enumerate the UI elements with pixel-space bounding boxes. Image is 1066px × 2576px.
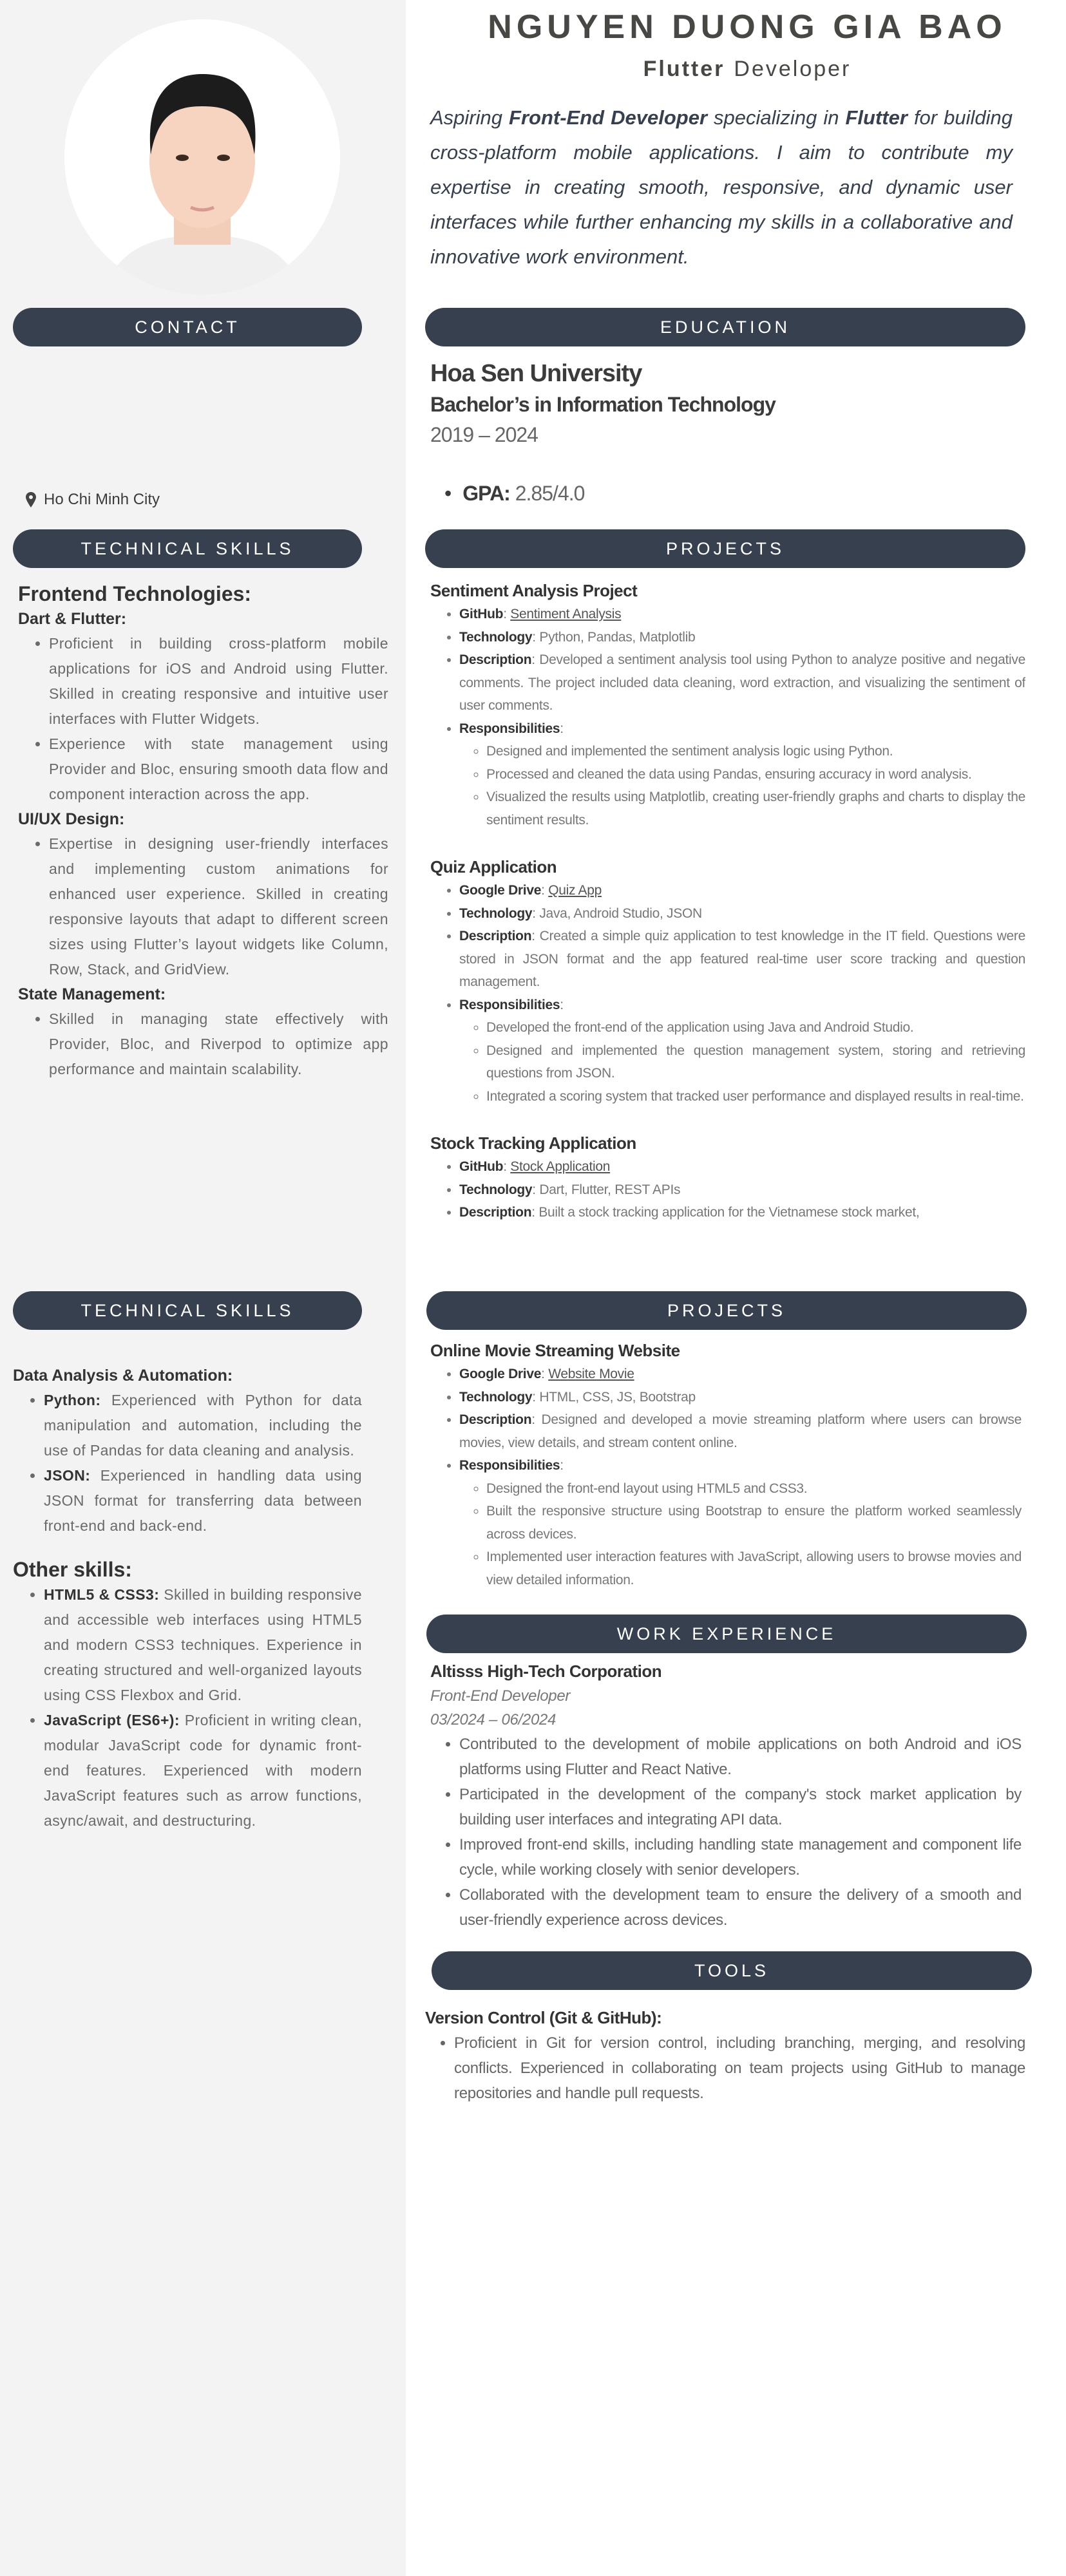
project-link[interactable]: Sentiment Analysis [510, 607, 622, 621]
skill-item: • Expertise in designing user-friendly interfaces and implementing custom animations for enhanced user experience. Skilled in creating responsive layouts that adapt to different screen sizes using Flutter’s layout widgets like Column, Row, Stack, and GridView. [49, 831, 388, 982]
skill-item: • Proficient in building cross-platform mobile applications for iOS and Android using Flutter. Skilled in creating responsive and intuitive user interfaces with Flutter Widgets. [49, 631, 388, 732]
projects-page1 [430, 578, 1025, 1285]
field-label: Technology [459, 629, 533, 645]
project-title: Sentiment Analysis Project [430, 581, 638, 600]
summary-text: for building cross-platform mobile applications. I aim to contribute my expertise in creating smooth, responsive, and dynamic user interfaces while further enhancing my skills in a collaborative and innovative work environment. [430, 106, 1013, 268]
candidate-name: NGUYEN DUONG GIA BAO [488, 8, 1007, 46]
skill-group-title: UI/UX Design: [18, 810, 125, 828]
field-label: Technology [459, 1389, 533, 1405]
company-name: Altisss High-Tech Corporation [430, 1662, 662, 1681]
work-duty: • Contributed to the development of mobile applications on both Android and iOS platforms using Flutter and React Native. [459, 1732, 1022, 1782]
gpa-label: GPA: [462, 482, 510, 505]
field-label: Description [459, 1205, 532, 1220]
responsibility-item: ◦ Built the responsive structure using Bootstrap to ensure the platform worked seamlessly across devices. [486, 1500, 1022, 1546]
skills-category-title: Frontend Technologies: [18, 582, 252, 605]
tools-entry [425, 2005, 1025, 2106]
responsibility-item: ◦ Implemented user interaction features with JavaScript, allowing users to browse movies and view detailed information. [486, 1546, 1022, 1591]
skill-item: • Experience with state management using Provider and Bloc, ensuring smooth data flow and component interaction across the app. [49, 732, 388, 807]
colon: : [560, 997, 564, 1012]
field-text: Developed a sentiment analysis tool using Python to analyze positive and negative comments. The project included data cleaning, word extraction, and visualizing the sentiment of user comments. [459, 652, 1025, 713]
tool-item: • Proficient in Git for version control, including branching, merging, and resolving conflicts. Experienced in collaborating on team projects using GitHub to manage repositories and handle pull requests. [454, 2031, 1025, 2106]
field-text: HTML, CSS, JS, Bootstrap [539, 1389, 696, 1405]
gpa-value: 2.85/4.0 [515, 482, 585, 505]
field-label: Description [459, 929, 532, 943]
responsibility-item: ◦ Designed the front-end layout using HTML5 and CSS3. [486, 1477, 1022, 1501]
skill-text: Experienced with Python for data manipulation and automation, including the use of Pandas for data cleaning and analysis. [44, 1392, 362, 1459]
project-title: Online Movie Streaming Website [430, 1341, 680, 1360]
contact-location [26, 491, 160, 509]
project-title: Quiz Application [430, 857, 557, 876]
project-field [459, 1201, 1025, 1224]
work-entry [430, 1658, 1022, 1933]
summary-text: specializing in [707, 106, 846, 129]
colon: : [560, 1458, 564, 1473]
job-title-bold: Flutter [643, 57, 725, 81]
project-link[interactable]: Website Movie [548, 1367, 634, 1381]
field-label: Description [459, 652, 532, 667]
colon: : [503, 1159, 511, 1174]
skill-item [44, 1708, 362, 1833]
work-duty: • Improved front-end skills, including handling state management and component life cycle, while working closely with senior developers. [459, 1832, 1022, 1882]
project-details [430, 1363, 1022, 1591]
project-field [459, 603, 1025, 626]
technical-skills-page2 [13, 1363, 362, 1833]
project-link[interactable]: Stock Application [510, 1159, 611, 1174]
sidebar-background [0, 0, 406, 2576]
responsibility-item: ◦ Designed and implemented the sentiment analysis logic using Python. [486, 740, 1025, 763]
summary-highlight: Flutter [845, 106, 908, 129]
field-label: Technology [459, 1182, 533, 1197]
gpa: • GPA: 2.85/4.0 [444, 482, 585, 505]
summary-text: Aspiring [430, 106, 509, 129]
colon: : [532, 629, 540, 645]
technical-skills-header: TECHNICAL SKILLS [13, 529, 362, 568]
responsibility-list [459, 1016, 1025, 1108]
field-text: Designed and developed a movie streaming platform where users can browse movies, view details, and stream content online. [459, 1412, 1022, 1450]
school-name: Hoa Sen University [430, 360, 642, 387]
work-duties [430, 1732, 1022, 1933]
skill-item: • Skilled in managing state effectively with Provider, Bloc, and Riverpod to optimize app performance and maintain scalability. [49, 1007, 388, 1082]
colon: : [541, 1367, 549, 1381]
field-text: Created a simple quiz application to test knowledge in the IT field. Questions were stored in JSON format and the app featured real-time user score tracking and question management. [459, 929, 1025, 989]
project-field [459, 717, 1025, 832]
project-field [459, 1386, 1022, 1409]
field-label: Technology [459, 905, 533, 921]
project-link[interactable]: Quiz App [548, 883, 602, 898]
skill-text: Experienced in handling data using JSON format for transferring data between front-end and back-end. [44, 1467, 362, 1534]
skill-label: Python: [44, 1392, 101, 1408]
field-text: Built a stock tracking application for the Vietnamese stock market, [538, 1205, 920, 1220]
tools-header: TOOLS [432, 1951, 1032, 1990]
technical-skills-header-page2: TECHNICAL SKILLS [13, 1291, 362, 1330]
location-text: Ho Chi Minh City [44, 491, 160, 508]
skill-text: Skilled in building responsive and accessible web interfaces using HTML5 and modern CSS3 techniques. Experience in creating structured and well-organized layouts using CSS Flexbox and Grid. [44, 1586, 362, 1703]
field-label: GitHub [459, 1159, 504, 1174]
project-field [459, 879, 1025, 902]
project-field [459, 1454, 1022, 1591]
colon: : [560, 721, 564, 736]
colon: : [532, 1182, 540, 1197]
skill-label: JavaScript (ES6+): [44, 1712, 180, 1728]
colon: : [531, 929, 540, 943]
project-field [459, 1155, 1025, 1179]
degree: Bachelor’s in Information Technology [430, 393, 776, 416]
education-years: 2019 – 2024 [430, 423, 538, 446]
tools-title: Version Control (Git & GitHub): [425, 2008, 662, 2027]
skill-item [44, 1463, 362, 1539]
project-details [430, 1155, 1025, 1224]
skill-list [18, 1007, 388, 1082]
colon: : [532, 1389, 540, 1405]
field-label: GitHub [459, 607, 504, 621]
responsibility-item: ◦ Visualized the results using Matplotlib, creating user-friendly graphs and charts to display the sentiment results. [486, 786, 1025, 831]
skill-group-title: State Management: [18, 985, 166, 1003]
project-field [459, 1363, 1022, 1386]
colon: : [531, 1205, 539, 1220]
project-title: Stock Tracking Application [430, 1133, 636, 1153]
project-field [459, 1408, 1022, 1454]
skill-item [44, 1582, 362, 1708]
responsibility-item: ◦ Processed and cleaned the data using Pandas, ensuring accuracy in word analysis. [486, 763, 1025, 786]
field-text: Java, Android Studio, JSON [539, 905, 702, 921]
work-experience-header: WORK EXPERIENCE [426, 1615, 1027, 1653]
work-duty: • Participated in the development of the company's stock market application by building user interfaces and integrating API data. [459, 1782, 1022, 1832]
project-field [459, 994, 1025, 1108]
technical-skills-page1 [18, 581, 388, 1082]
skill-group-title: Other skills: [13, 1558, 132, 1581]
work-duty: • Collaborated with the development team to ensure the delivery of a smooth and user-friendly experience across devices. [459, 1882, 1022, 1933]
projects-page2 [430, 1338, 1022, 1615]
skill-list [13, 1582, 362, 1833]
education-entry [430, 358, 776, 450]
job-title [438, 57, 1056, 82]
skill-list [18, 831, 388, 982]
field-text: Dart, Flutter, REST APIs [539, 1182, 681, 1197]
project-field [459, 649, 1025, 717]
responsibility-list [459, 740, 1025, 831]
profile-photo [64, 19, 340, 295]
colon: : [531, 1412, 542, 1427]
field-text: Python, Pandas, Matplotlib [539, 629, 696, 645]
project-field [459, 902, 1025, 925]
tools-list [425, 2031, 1025, 2106]
skill-text: Proficient in writing clean, modular JavaScript code for dynamic front-end features. Experienced with modern JavaScript features such as arrow functions, async/await, and destructuring. [44, 1712, 362, 1829]
field-label: Responsibilities [459, 997, 560, 1012]
summary [430, 100, 1013, 274]
skill-item [44, 1388, 362, 1463]
skill-group-title: Dart & Flutter: [18, 610, 127, 628]
project-entry [430, 1131, 1025, 1224]
project-entry [430, 578, 1025, 831]
skill-group-title: Data Analysis & Automation: [13, 1367, 233, 1385]
contact-header: CONTACT [13, 308, 362, 346]
work-dates: 03/2024 – 06/2024 [430, 1711, 557, 1728]
avatar [64, 19, 340, 295]
project-field [459, 925, 1025, 994]
job-title-rest: Developer [734, 57, 852, 81]
education-header: EDUCATION [425, 308, 1025, 346]
skill-label: JSON: [44, 1467, 91, 1484]
responsibility-item: ◦ Designed and implemented the question management system, storing and retrieving questions from JSON. [486, 1039, 1025, 1085]
colon: : [503, 607, 511, 621]
summary-highlight: Front-End Developer [509, 106, 708, 129]
field-label: Responsibilities [459, 721, 560, 736]
responsibility-item: ◦ Integrated a scoring system that tracked user performance and displayed results in real-time. [486, 1085, 1025, 1108]
project-field [459, 1179, 1025, 1202]
field-label: Google Drive [459, 1367, 542, 1381]
responsibility-list [459, 1477, 1022, 1592]
colon: : [531, 652, 540, 667]
skill-label: HTML5 & CSS3: [44, 1586, 160, 1603]
project-entry [430, 1338, 1022, 1591]
skill-list [13, 1388, 362, 1539]
projects-header: PROJECTS [425, 529, 1025, 568]
map-pin-icon [26, 492, 36, 507]
field-label: Google Drive [459, 883, 542, 898]
work-role: Front-End Developer [430, 1687, 571, 1705]
skill-list [18, 631, 388, 807]
colon: : [541, 883, 549, 898]
project-details [430, 879, 1025, 1108]
field-label: Responsibilities [459, 1458, 560, 1473]
projects-header-page2: PROJECTS [426, 1291, 1027, 1330]
project-field [459, 626, 1025, 649]
project-entry [430, 855, 1025, 1108]
responsibility-item: ◦ Developed the front-end of the application using Java and Android Studio. [486, 1016, 1025, 1039]
colon: : [532, 905, 540, 921]
field-label: Description [459, 1412, 532, 1427]
project-details [430, 603, 1025, 831]
